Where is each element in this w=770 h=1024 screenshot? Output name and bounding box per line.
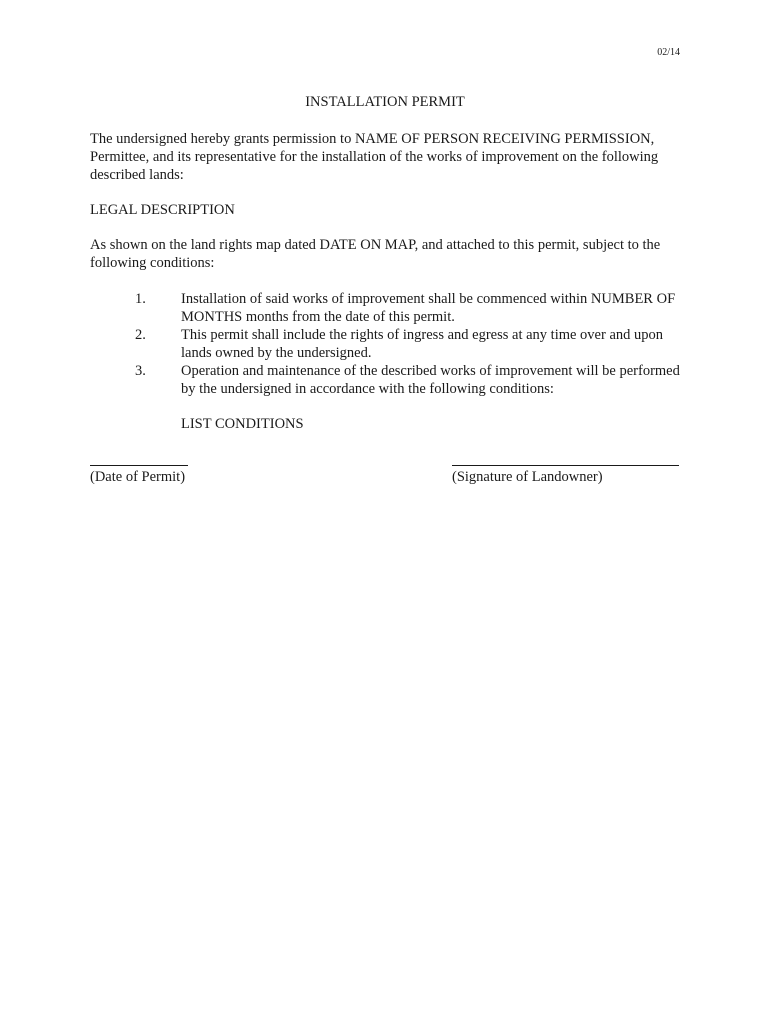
landowner-signature-block [452,452,679,486]
condition-text: Installation of said works of improvement shall be commenced within NUMBER OF MONTHS months from the date of this permit. [181,291,676,325]
condition-item [0,290,770,326]
condition-number: 1. [135,291,146,307]
condition-item [0,326,770,362]
legal-description-placeholder: LEGAL DESCRIPTION [90,202,235,218]
condition-number: 3. [135,363,146,379]
condition-text: This permit shall include the rights of ingress and egress at any time over and upon lands owned by the undersigned. [181,327,664,361]
condition-text: Operation and maintenance of the described works of improvement will be performed by the undersigned in accordance with the following conditions: [181,363,680,397]
list-conditions-placeholder: LIST CONDITIONS [181,416,304,432]
date-of-permit-block [90,452,188,486]
form-code: 02/14 [657,47,680,58]
document-title: INSTALLATION PERMIT [305,94,465,110]
conditions-intro-paragraph: As shown on the land rights map dated DATE ON MAP, and attached to this permit, subject to the following conditions: [90,237,661,271]
conditions-list [0,290,770,398]
condition-item [0,362,770,398]
signature-line[interactable] [452,452,679,466]
intro-paragraph: The undersigned hereby grants permission to NAME OF PERSON RECEIVING PERMISSION, Permittee, and its representative for the installation of the works of improvement on the following described lands: [90,131,659,183]
condition-number: 2. [135,327,146,343]
date-label: (Date of Permit) [90,469,186,485]
signature-label: (Signature of Landowner) [452,469,603,485]
date-line[interactable] [90,452,188,466]
